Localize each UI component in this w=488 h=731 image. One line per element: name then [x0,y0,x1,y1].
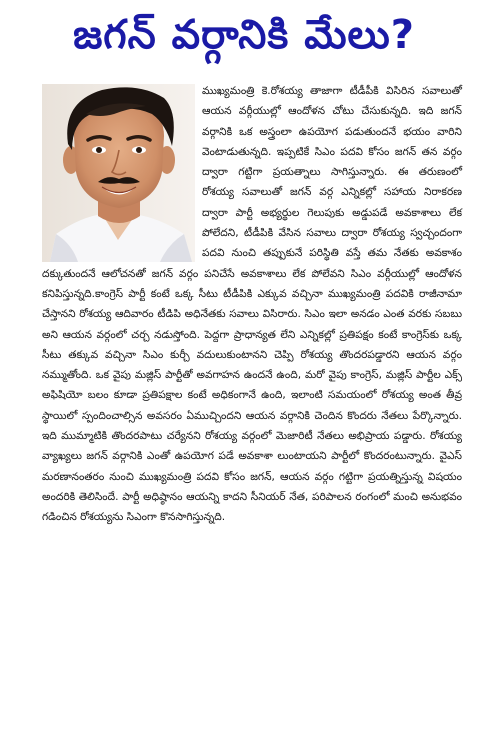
headline: జగన్ వర్గానికి మేలు? [73,12,415,58]
portrait-photo [42,84,195,262]
article-text: ముఖ్యమంత్రి కె.రోశయ్య తాజాగా టీడీపీకి విసిరిన సవాలుతో ఆయన వర్గీయుల్లో ఆందోళన చోటు చేసుకున్నది. ఇది జగన్ వర్గానికి ఒక అస్త్రంలా ఉపయోగ పడుతుందనే భయం వారిని వెంటాడుతున్నది. ఇప్పటికే సిఎం పదవి కోసం జగన్ తన వర్గం ద్వారా గట్టిగా ప్రయత్నాలు సాగిస్తున్నారు. ఈ తరుణంలో రోశయ్య సవాలుతో జగన్ వర్గ ఎన్నికల్లో సహాయ నిరాకరణ ద్వారా పార్టీ అభ్యర్థుల గెలుపుకు అడ్డుపడే అవకాశాలు లేక పోలేదని, టీడీపికి వేసిన సవాలు ద్వారా రోశయ్య స్వచ్చందంగా పదవి నుంచి తప్పుకునే పరిస్థితి వస్తే తమ నేతకు అవకాశం దక్కుతుందనే ఆలోచనతో జగన్ వర్గం పనిచేసే అవకాశాలు లేక పోలేవని సిఎం వర్గీయుల్లో ఆందోళన కనిపిస్తున్నది.కాంగ్రెస్ పార్టీ కంటే ఒక్క సీటు టీడీపికి ఎక్కువ వచ్చినా ముఖ్యమంత్రి పదవికి రాజీనామా చేస్తానని రోశయ్య ఆదివారం టీడిపి అధినేతకు సవాలు విసిరారు. సిఎం ఇలా అనడం ఎంత వరకు సబబు అని ఆయన వర్గంలో చర్చ నడుస్తోంది. పెద్దగా ప్రాధాన్యత లేని ఎన్నికల్లో ప్రతిపక్షం కంటే కాంగ్రెస్‌కు ఒక్క సీటు తక్కువ వచ్చినా సిఎం కుర్చీ వదులుకుంటానని చెప్పి రోశయ్య తొందరపడ్డారని ఆయన వర్గం నమ్ముతోంది. ఒక వైపు మజ్లిస్ పార్టీతో అవగాహన ఉందనే ఉంది, మరో వైపు కాంగ్రెస్, మజ్లిస్ పార్టీల ఎక్స్ అఫిషియో బలం కూడా ప్రతిపక్షాల కంటే అధికంగానే ఉంది, ఇలాంటి సమయంలో రోశయ్య అంత తీవ్ర స్థాయిలో స్పందించాల్సిన అవసరం ఏముచ్చిందని ఆయన వర్గానికి చెందిన కొందరు నేతలు పేర్కొన్నారు. ఇది ముమ్మాటికి తొందరపాటు చర్యేనని రోశయ్య వర్గంలో మెజారిటీ నేతలు అభిప్రాయ పడ్డారు. రోశయ్య వ్యాఖ్యలు జగన్ వర్గానికి ఎంతో ఉపయోగ పడే అవకాశా లుంటాయని పార్టీలో కొందరంటున్నారు. వైఎస్ మరణానంతరం నుంచి ముఖ్యమంత్రి పదవి కోసం జగన్, ఆయన వర్గం గట్టిగా ప్రయత్నిస్తున్న విషయం అందరికి తెలిసిందే. పార్టీ అధిష్ఠానం ఆయన్ని కాదని సీనియర్ నేత, పరిపాలన రంగంలో మంచి అనుభవం గడించిన రోశయ్యను సిఎంగా కొనసాగిస్తున్నది. [42,85,462,524]
